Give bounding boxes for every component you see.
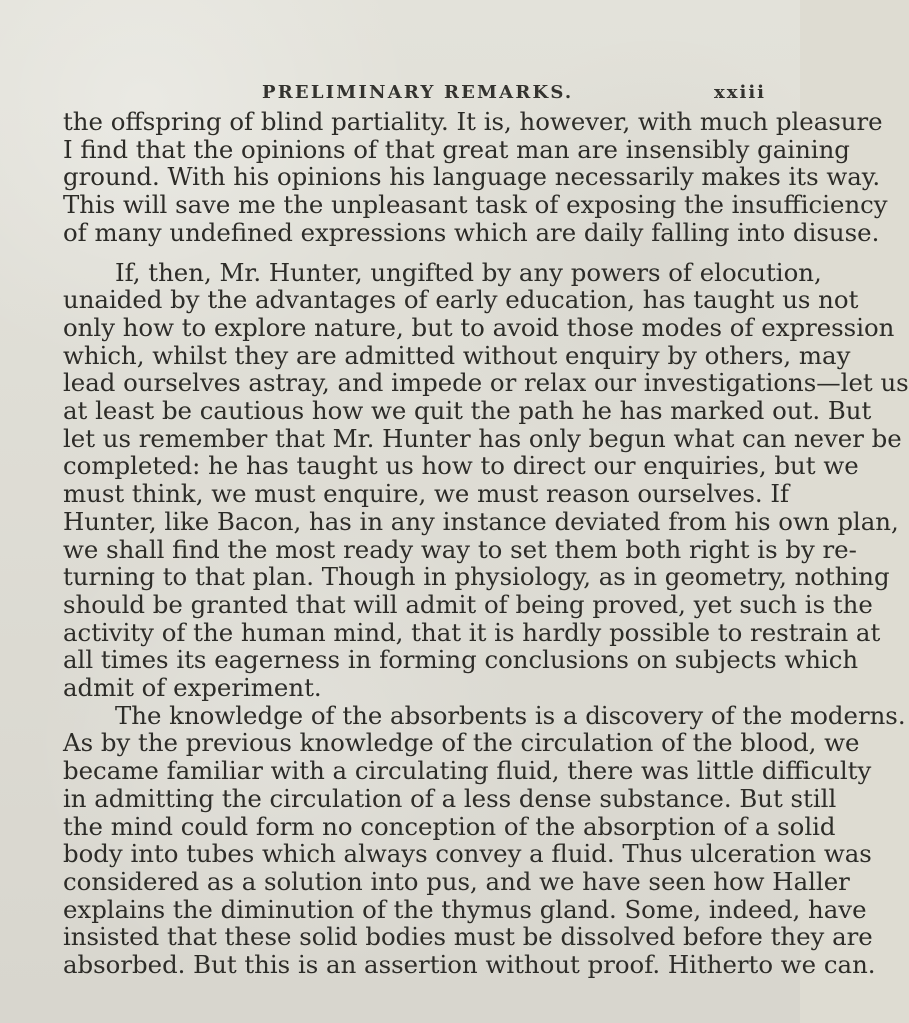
paragraph-2-line-9: must think, we must enquire, we must reason ourselves. If [63, 479, 790, 509]
paragraph-2-line-11: we shall find the most ready way to set them both right is by re- [63, 534, 857, 564]
paragraph-3-line-6: body into tubes which always convey a fluid. Thus ulceration was [63, 839, 872, 869]
paragraph-2-line-13: should be granted that will admit of being proved, yet such is the [63, 589, 873, 619]
paragraph-2-line-8: completed: he has taught us how to direct our enquiries, but we [63, 451, 859, 481]
paragraph-1-line-2: I find that the opinions of that great man are insensibly gaining [63, 134, 850, 164]
paragraph-2-line-16: admit of experiment. [63, 673, 322, 703]
paragraph-3-line-4: in admitting the circulation of a less dense substance. But still [63, 783, 837, 813]
paragraph-3-line-10: absorbed. But this is an assertion without proof. Hitherto we can. [63, 950, 876, 980]
paragraph-gap [63, 247, 733, 259]
paragraph-1-line-3: ground. With his opinions his language necessarily makes its way. [63, 162, 881, 192]
paragraph-3-line-2: As by the previous knowledge of the circulation of the blood, we [63, 728, 860, 758]
paragraph-2-line-14: activity of the human mind, that it is hardly possible to restrain at [63, 617, 881, 647]
paragraph-3-line-7: considered as a solution into pus, and we have seen how Haller [63, 866, 850, 896]
paragraph-1-line-4: This will save me the unpleasant task of exposing the insufficiency [63, 190, 888, 220]
paragraph-2-line-15: all times its eagerness in forming conclusions on subjects which [63, 645, 859, 675]
paragraph-2-line-12: turning to that plan. Though in physiology, as in geometry, nothing [63, 562, 890, 592]
paragraph-2-line-1: If, then, Mr. Hunter, ungifted by any powers of elocution, [115, 257, 822, 287]
paragraph-2-line-2: unaided by the advantages of early education, has taught us not [63, 285, 859, 315]
paragraph-1-line-1: the offspring of blind partiality. It is, however, with much pleasure [63, 107, 883, 136]
paragraph-2-line-4: which, whilst they are admitted without enquiry by others, may [63, 340, 851, 370]
paragraph-1-line-5: of many undefined expressions which are daily falling into disuse. [63, 217, 880, 247]
running-head: PRELIMINARY REMARKS. [262, 81, 574, 103]
paragraph-3-line-9: insisted that these solid bodies must be dissolved before they are [63, 922, 873, 952]
paragraph-3-line-1: The knowledge of the absorbents is a discovery of the moderns. [115, 700, 906, 730]
paragraph-2-line-5: lead ourselves astray, and impede or relax our investigations—let us [63, 368, 909, 398]
paragraph-3-line-3: became familiar with a circulating fluid, there was little difficulty [63, 756, 872, 786]
paragraph-3-line-8: explains the diminution of the thymus gland. Some, indeed, have [63, 894, 867, 924]
paragraph-2-line-7: let us remember that Mr. Hunter has only begun what can never be [63, 423, 902, 453]
paragraph-2-line-10: Hunter, like Bacon, has in any instance deviated from his own plan, [63, 506, 899, 536]
page-number: xxiii [714, 81, 766, 103]
paragraph-3-line-5: the mind could form no conception of the absorption of a solid [63, 811, 836, 841]
paragraph-2-line-3: only how to explore nature, but to avoid those modes of expression [63, 312, 895, 342]
paragraph-2-line-6: at least be cautious how we quit the path he has marked out. But [63, 396, 872, 426]
body-text [63, 107, 909, 980]
page-header [262, 78, 792, 106]
